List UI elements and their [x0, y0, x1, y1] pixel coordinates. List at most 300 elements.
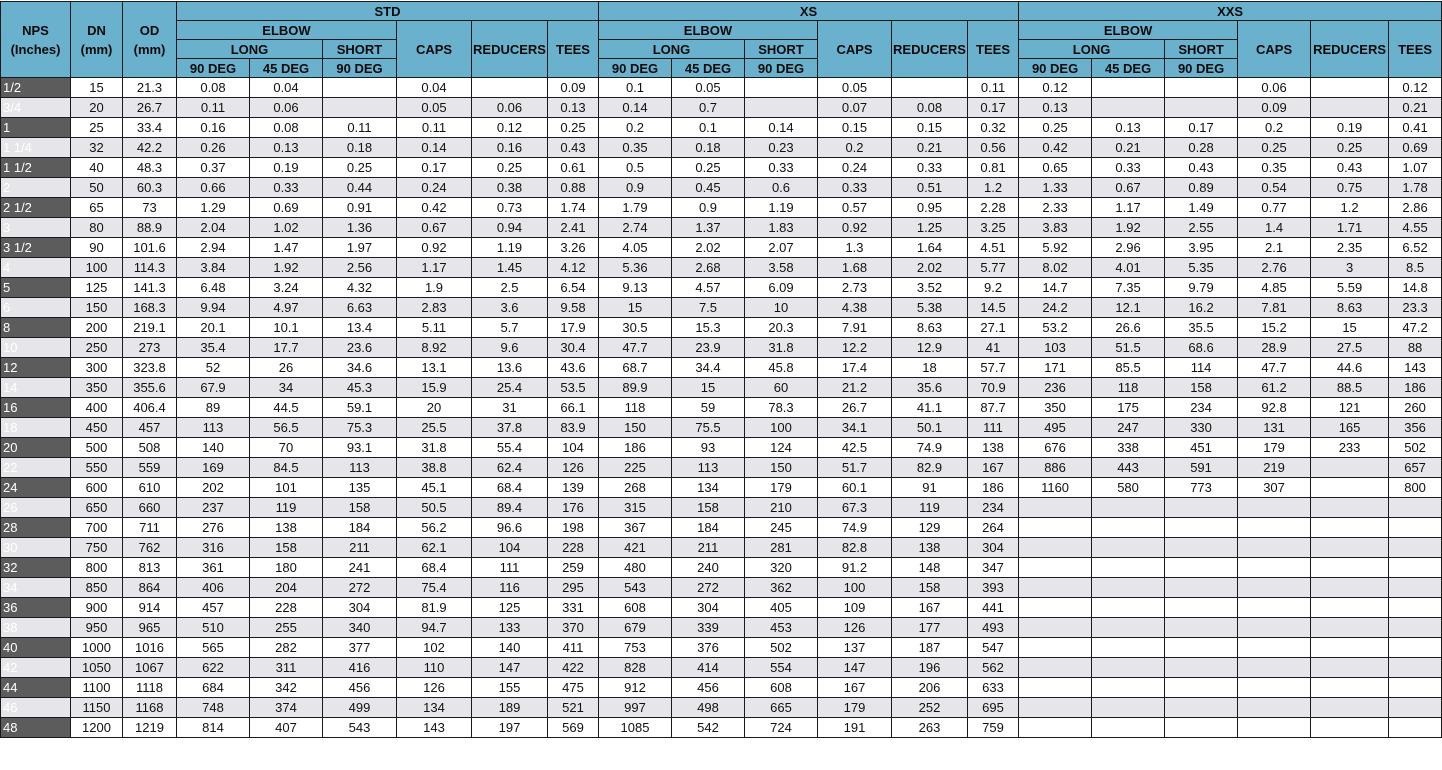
weight-cell: 724 — [745, 718, 818, 738]
weight-cell: 493 — [968, 618, 1019, 638]
nps-cell: 18 — [1, 418, 71, 438]
weight-cell: 133 — [472, 618, 548, 638]
weight-cell: 316 — [177, 538, 250, 558]
weight-cell: 0.13 — [1092, 118, 1165, 138]
dn-cell: 1000 — [71, 638, 123, 658]
weight-cell: 0.5 — [599, 158, 672, 178]
weight-cell: 87.7 — [968, 398, 1019, 418]
weight-cell — [1238, 638, 1311, 658]
weight-cell: 15.9 — [397, 378, 472, 398]
weight-cell: 1.17 — [1092, 198, 1165, 218]
weight-cell: 1.97 — [323, 238, 397, 258]
weight-cell — [1389, 498, 1442, 518]
weight-cell — [1311, 538, 1389, 558]
weight-cell: 23.6 — [323, 338, 397, 358]
weight-cell: 189 — [472, 698, 548, 718]
weight-cell: 5.92 — [1019, 238, 1092, 258]
weight-cell: 15.3 — [672, 318, 745, 338]
weight-cell: 158 — [250, 538, 323, 558]
weight-cell: 30.4 — [548, 338, 599, 358]
weight-cell: 1.37 — [672, 218, 745, 238]
weight-cell — [1092, 538, 1165, 558]
weight-cell: 2.56 — [323, 258, 397, 278]
weight-cell: 60 — [745, 378, 818, 398]
weight-cell: 0.12 — [1389, 78, 1442, 98]
weight-cell: 0.23 — [745, 138, 818, 158]
weight-cell: 60.1 — [818, 478, 892, 498]
weight-cell — [1389, 698, 1442, 718]
od-cell: 273 — [123, 338, 177, 358]
weight-cell: 0.43 — [1165, 158, 1238, 178]
weight-cell: 1.2 — [968, 178, 1019, 198]
header-std-caps: CAPS — [397, 21, 472, 78]
weight-cell: 2.28 — [968, 198, 1019, 218]
header-xxs-90deg: 90 DEG — [1019, 59, 1092, 78]
table-row — [1, 258, 1442, 278]
weight-cell — [1165, 578, 1238, 598]
weight-cell: 175 — [1092, 398, 1165, 418]
table-row — [1, 498, 1442, 518]
weight-cell — [1092, 518, 1165, 538]
weight-cell: 374 — [250, 698, 323, 718]
nps-cell: 1/2 — [1, 78, 71, 98]
nps-cell: 5 — [1, 278, 71, 298]
weight-cell: 773 — [1165, 478, 1238, 498]
od-cell: 559 — [123, 458, 177, 478]
weight-cell: 56.2 — [397, 518, 472, 538]
weight-cell: 1.2 — [1311, 198, 1389, 218]
weight-cell — [1389, 638, 1442, 658]
weight-cell: 134 — [397, 698, 472, 718]
weight-cell: 0.75 — [1311, 178, 1389, 198]
weight-cell: 59.1 — [323, 398, 397, 418]
dn-cell: 32 — [71, 138, 123, 158]
weight-cell: 68.6 — [1165, 338, 1238, 358]
weight-cell: 679 — [599, 618, 672, 638]
table-body — [1, 78, 1442, 738]
weight-cell: 340 — [323, 618, 397, 638]
weight-cell: 4.51 — [968, 238, 1019, 258]
weight-cell: 138 — [892, 538, 968, 558]
dn-cell: 80 — [71, 218, 123, 238]
weight-cell: 219 — [1238, 458, 1311, 478]
weight-cell: 167 — [818, 678, 892, 698]
weight-cell — [1019, 618, 1092, 638]
weight-cell: 0.94 — [472, 218, 548, 238]
weight-cell — [1165, 538, 1238, 558]
weight-cell: 0.65 — [1019, 158, 1092, 178]
weight-cell: 753 — [599, 638, 672, 658]
weight-cell: 547 — [968, 638, 1019, 658]
weight-cell — [1165, 498, 1238, 518]
weight-cell: 475 — [548, 678, 599, 698]
table-header — [1, 2, 1442, 78]
weight-cell: 14.5 — [968, 298, 1019, 318]
weight-cell: 4.57 — [672, 278, 745, 298]
weight-cell: 4.55 — [1389, 218, 1442, 238]
weight-cell: 83.9 — [548, 418, 599, 438]
table-row — [1, 558, 1442, 578]
weight-cell: 88 — [1389, 338, 1442, 358]
weight-cell: 1.64 — [892, 238, 968, 258]
table-row — [1, 658, 1442, 678]
weight-cell — [1092, 98, 1165, 118]
weight-cell: 0.42 — [1019, 138, 1092, 158]
weight-cell: 0.18 — [323, 138, 397, 158]
weight-cell: 0.35 — [1238, 158, 1311, 178]
weight-cell: 21.2 — [818, 378, 892, 398]
weight-cell: 26.7 — [818, 398, 892, 418]
weight-cell: 91 — [892, 478, 968, 498]
weight-cell: 0.08 — [892, 98, 968, 118]
dn-cell: 125 — [71, 278, 123, 298]
weight-cell: 0.7 — [672, 98, 745, 118]
weight-cell: 184 — [672, 518, 745, 538]
table-row — [1, 538, 1442, 558]
weight-cell: 155 — [472, 678, 548, 698]
dn-cell: 40 — [71, 158, 123, 178]
weight-cell: 0.61 — [548, 158, 599, 178]
weight-cell: 0.24 — [397, 178, 472, 198]
weight-cell: 0.1 — [599, 78, 672, 98]
weight-cell: 1160 — [1019, 478, 1092, 498]
weight-cell: 140 — [177, 438, 250, 458]
weight-cell: 110 — [397, 658, 472, 678]
weight-cell: 997 — [599, 698, 672, 718]
weight-cell: 27.1 — [968, 318, 1019, 338]
table-row — [1, 338, 1442, 358]
weight-cell: 37.8 — [472, 418, 548, 438]
weight-cell: 0.04 — [397, 78, 472, 98]
nps-cell: 6 — [1, 298, 71, 318]
weight-cell: 0.66 — [177, 178, 250, 198]
nps-cell: 46 — [1, 698, 71, 718]
weight-cell: 17.4 — [818, 358, 892, 378]
weight-cell: 3.25 — [968, 218, 1019, 238]
od-cell: 33.4 — [123, 118, 177, 138]
weight-cell: 565 — [177, 638, 250, 658]
weight-cell: 580 — [1092, 478, 1165, 498]
weight-cell: 5.11 — [397, 318, 472, 338]
weight-cell: 234 — [1165, 398, 1238, 418]
weight-cell: 179 — [745, 478, 818, 498]
weight-cell: 5.59 — [1311, 278, 1389, 298]
weight-cell: 113 — [177, 418, 250, 438]
weight-cell: 2.55 — [1165, 218, 1238, 238]
nps-cell: 34 — [1, 578, 71, 598]
weight-cell: 1.74 — [548, 198, 599, 218]
weight-cell: 1.4 — [1238, 218, 1311, 238]
header-xs-90deg: 90 DEG — [599, 59, 672, 78]
od-cell: 1067 — [123, 658, 177, 678]
weight-cell: 0.11 — [177, 98, 250, 118]
weight-cell: 0.11 — [397, 118, 472, 138]
weight-cell: 0.05 — [672, 78, 745, 98]
table-row — [1, 318, 1442, 338]
weight-cell: 0.43 — [1311, 158, 1389, 178]
weight-cell: 169 — [177, 458, 250, 478]
weight-cell: 91.2 — [818, 558, 892, 578]
header-xxs-reducers: REDUCERS — [1311, 21, 1389, 78]
weight-cell: 75.3 — [323, 418, 397, 438]
weight-cell: 6.63 — [323, 298, 397, 318]
weight-cell: 143 — [1389, 358, 1442, 378]
weight-cell: 125 — [472, 598, 548, 618]
weight-cell: 179 — [818, 698, 892, 718]
weight-cell: 31.8 — [745, 338, 818, 358]
weight-cell: 1085 — [599, 718, 672, 738]
weight-cell: 759 — [968, 718, 1019, 738]
weight-cell: 0.25 — [1311, 138, 1389, 158]
weight-cell: 665 — [745, 698, 818, 718]
weight-cell: 0.2 — [818, 138, 892, 158]
weight-cell — [1311, 498, 1389, 518]
nps-cell: 8 — [1, 318, 71, 338]
weight-cell: 800 — [1389, 478, 1442, 498]
weight-cell: 237 — [177, 498, 250, 518]
weight-cell: 12.9 — [892, 338, 968, 358]
header-dn-label: DN — [87, 22, 106, 38]
header-schedule-xs: XS — [599, 2, 1019, 21]
weight-cell — [1092, 618, 1165, 638]
nps-cell: 36 — [1, 598, 71, 618]
weight-cell: 0.73 — [472, 198, 548, 218]
weight-cell: 25.5 — [397, 418, 472, 438]
weight-cell: 0.21 — [892, 138, 968, 158]
weight-cell: 0.11 — [323, 118, 397, 138]
od-cell: 406.4 — [123, 398, 177, 418]
weight-cell: 82.8 — [818, 538, 892, 558]
weight-cell: 100 — [745, 418, 818, 438]
weight-cell: 196 — [892, 658, 968, 678]
weight-cell: 138 — [968, 438, 1019, 458]
weight-cell: 15 — [599, 298, 672, 318]
nps-cell: 38 — [1, 618, 71, 638]
weight-cell: 1.9 — [397, 278, 472, 298]
header-nps-label: NPS — [22, 22, 49, 38]
weight-cell: 0.51 — [892, 178, 968, 198]
weight-cell: 370 — [548, 618, 599, 638]
weight-cell: 7.5 — [672, 298, 745, 318]
weight-cell: 0.25 — [548, 118, 599, 138]
weight-cell: 2.33 — [1019, 198, 1092, 218]
nps-cell: 4 — [1, 258, 71, 278]
weight-cell: 0.54 — [1238, 178, 1311, 198]
weight-cell: 101 — [250, 478, 323, 498]
nps-cell: 3 — [1, 218, 71, 238]
weight-cell: 0.38 — [472, 178, 548, 198]
weight-cell: 0.25 — [323, 158, 397, 178]
weight-cell: 1.17 — [397, 258, 472, 278]
dn-cell: 1050 — [71, 658, 123, 678]
header-row-radius — [1, 40, 1442, 59]
dn-cell: 1200 — [71, 718, 123, 738]
weight-cell: 0.14 — [745, 118, 818, 138]
weight-cell: 338 — [1092, 438, 1165, 458]
header-std-long: LONG — [177, 40, 323, 59]
nps-cell: 2 — [1, 178, 71, 198]
dn-cell: 1150 — [71, 698, 123, 718]
weight-cell: 0.08 — [250, 118, 323, 138]
weight-cell: 96.6 — [472, 518, 548, 538]
dn-cell: 850 — [71, 578, 123, 598]
weight-cell: 272 — [672, 578, 745, 598]
weight-cell: 140 — [472, 638, 548, 658]
weight-cell: 67.3 — [818, 498, 892, 518]
weight-cell: 0.17 — [968, 98, 1019, 118]
weight-cell: 84.5 — [250, 458, 323, 478]
weight-cell: 0.17 — [397, 158, 472, 178]
weight-cell: 180 — [250, 558, 323, 578]
weight-cell: 0.12 — [472, 118, 548, 138]
weight-cell — [1019, 598, 1092, 618]
weight-cell: 502 — [745, 638, 818, 658]
od-cell: 26.7 — [123, 98, 177, 118]
weight-cell: 126 — [818, 618, 892, 638]
weight-cell: 315 — [599, 498, 672, 518]
weight-cell: 119 — [892, 498, 968, 518]
table-row — [1, 398, 1442, 418]
od-cell: 101.6 — [123, 238, 177, 258]
weight-cell: 0.77 — [1238, 198, 1311, 218]
weight-cell: 0.21 — [1092, 138, 1165, 158]
nps-cell: 2 1/2 — [1, 198, 71, 218]
weight-cell: 0.06 — [1238, 78, 1311, 98]
weight-cell: 158 — [1165, 378, 1238, 398]
weight-cell: 2.1 — [1238, 238, 1311, 258]
weight-cell: 347 — [968, 558, 1019, 578]
weight-cell: 331 — [548, 598, 599, 618]
table-row — [1, 78, 1442, 98]
weight-cell: 295 — [548, 578, 599, 598]
nps-cell: 3/4 — [1, 98, 71, 118]
weight-cell: 34 — [250, 378, 323, 398]
weight-cell: 104 — [472, 538, 548, 558]
weight-cell: 1.02 — [250, 218, 323, 238]
weight-cell: 259 — [548, 558, 599, 578]
header-dn-unit: (mm) — [80, 41, 113, 57]
weight-cell: 0.41 — [1389, 118, 1442, 138]
weight-cell: 1.25 — [892, 218, 968, 238]
weight-cell — [1311, 618, 1389, 638]
weight-cell: 202 — [177, 478, 250, 498]
od-cell: 813 — [123, 558, 177, 578]
dn-cell: 50 — [71, 178, 123, 198]
weight-cell: 0.45 — [672, 178, 745, 198]
weight-cell: 158 — [323, 498, 397, 518]
weight-cell: 0.6 — [745, 178, 818, 198]
weight-cell: 51.5 — [1092, 338, 1165, 358]
weight-cell: 376 — [672, 638, 745, 658]
weight-cell: 179 — [1238, 438, 1311, 458]
weight-cell: 165 — [1311, 418, 1389, 438]
weight-cell: 5.7 — [472, 318, 548, 338]
weight-cell — [1311, 578, 1389, 598]
weight-cell — [1092, 698, 1165, 718]
weight-cell — [1019, 498, 1092, 518]
weight-cell — [1165, 518, 1238, 538]
header-nps-unit: (Inches) — [10, 41, 61, 57]
weight-cell: 247 — [1092, 418, 1165, 438]
weight-cell: 451 — [1165, 438, 1238, 458]
header-dn — [71, 2, 123, 78]
weight-cell — [472, 78, 548, 98]
weight-cell — [1165, 598, 1238, 618]
weight-cell: 2.07 — [745, 238, 818, 258]
table-row — [1, 98, 1442, 118]
weight-cell — [1165, 618, 1238, 638]
weight-cell: 15 — [672, 378, 745, 398]
weight-cell: 45.1 — [397, 478, 472, 498]
weight-cell: 260 — [1389, 398, 1442, 418]
header-xxs-tees: TEES — [1389, 21, 1442, 78]
weight-cell: 135 — [323, 478, 397, 498]
weight-cell: 521 — [548, 698, 599, 718]
dn-cell: 200 — [71, 318, 123, 338]
weight-cell: 184 — [323, 518, 397, 538]
dn-cell: 350 — [71, 378, 123, 398]
weight-cell: 158 — [672, 498, 745, 518]
nps-cell: 24 — [1, 478, 71, 498]
weight-cell: 89.9 — [599, 378, 672, 398]
weight-cell: 6.09 — [745, 278, 818, 298]
weight-cell: 61.2 — [1238, 378, 1311, 398]
weight-cell: 74.9 — [818, 518, 892, 538]
weight-cell: 20 — [397, 398, 472, 418]
weight-cell: 456 — [672, 678, 745, 698]
weight-cell: 15.2 — [1238, 318, 1311, 338]
weight-cell: 2.83 — [397, 298, 472, 318]
weight-cell: 0.21 — [1389, 98, 1442, 118]
weight-cell — [1311, 678, 1389, 698]
weight-cell — [1165, 78, 1238, 98]
header-od — [123, 2, 177, 78]
weight-cell: 126 — [548, 458, 599, 478]
weight-cell: 15 — [1311, 318, 1389, 338]
weight-cell: 4.32 — [323, 278, 397, 298]
od-cell: 914 — [123, 598, 177, 618]
weight-cell: 0.04 — [250, 78, 323, 98]
weight-cell: 27.5 — [1311, 338, 1389, 358]
weight-cell: 150 — [745, 458, 818, 478]
weight-cell: 23.3 — [1389, 298, 1442, 318]
weight-cell: 206 — [892, 678, 968, 698]
weight-cell: 480 — [599, 558, 672, 578]
weight-cell: 35.4 — [177, 338, 250, 358]
weight-cell: 8.63 — [1311, 298, 1389, 318]
weight-cell: 5.38 — [892, 298, 968, 318]
weight-cell: 1.19 — [745, 198, 818, 218]
weight-cell: 4.05 — [599, 238, 672, 258]
table-row — [1, 698, 1442, 718]
nps-cell: 28 — [1, 518, 71, 538]
weight-cell — [1165, 658, 1238, 678]
weight-cell: 34.1 — [818, 418, 892, 438]
od-cell: 141.3 — [123, 278, 177, 298]
od-cell: 1219 — [123, 718, 177, 738]
header-std-45deg: 45 DEG — [250, 59, 323, 78]
weight-cell: 104 — [548, 438, 599, 458]
od-cell: 48.3 — [123, 158, 177, 178]
header-xxs-elbow: ELBOW — [1019, 21, 1238, 40]
weight-cell: 53.2 — [1019, 318, 1092, 338]
weight-cell — [1092, 558, 1165, 578]
table-row — [1, 718, 1442, 738]
weight-cell: 2.94 — [177, 238, 250, 258]
table-row — [1, 518, 1442, 538]
header-row-angle — [1, 59, 1442, 78]
header-od-label: OD — [139, 22, 160, 38]
